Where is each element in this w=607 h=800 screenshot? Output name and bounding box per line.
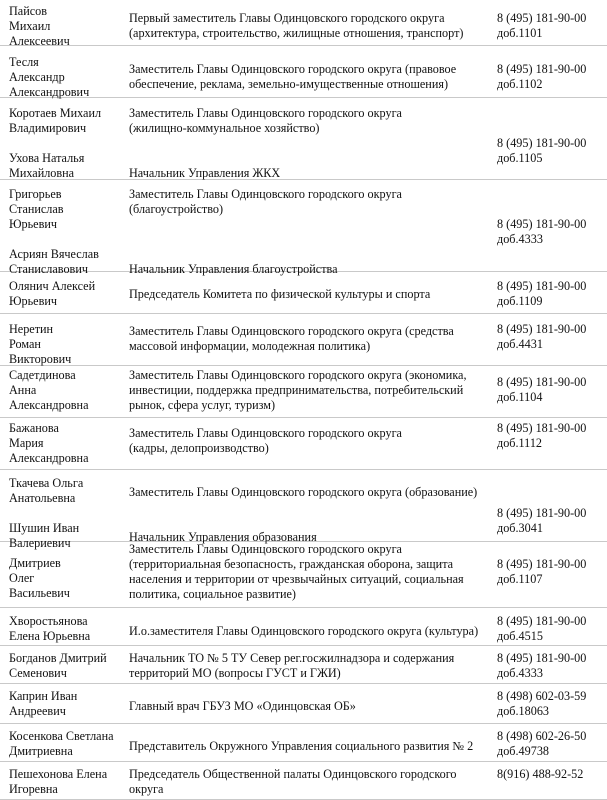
position-title-line: Первый заместитель Главы Одинцовского городского округа xyxy=(129,11,445,25)
position-title-line: Заместитель Главы Одинцовского городского округа (экономика, xyxy=(129,368,467,382)
position-title-line: Заместитель Главы Одинцовского городского округа (образование) xyxy=(129,485,478,499)
phone-number xyxy=(497,375,605,405)
phone-number-line: доб.4333 xyxy=(497,232,543,246)
phone-number-line: доб.1101 xyxy=(497,26,543,40)
phone-number xyxy=(497,279,605,309)
person-name-line: Михаил xyxy=(9,19,51,33)
position-title-line xyxy=(129,609,494,624)
person-name xyxy=(9,614,121,644)
phone-number-line xyxy=(497,106,605,121)
phone-number xyxy=(497,62,605,92)
person-name-line: Каприн Иван xyxy=(9,689,78,703)
position-title xyxy=(129,724,494,754)
person-name-line: Ухова Наталья xyxy=(9,151,85,165)
person-name-line: Анна xyxy=(9,383,37,397)
phone-number-line: доб.4333 xyxy=(497,666,543,680)
table-row xyxy=(0,4,607,46)
person-name-line: Дмитриевна xyxy=(9,744,73,758)
table-row xyxy=(0,366,607,418)
phone-number-line xyxy=(497,121,605,136)
person-name-line: Андреевич xyxy=(9,704,66,718)
position-title-line: инвестиции, поддержка предпринимательства, потребительский xyxy=(129,383,464,397)
phone-number xyxy=(497,11,605,41)
person-name-line: Анатольевна xyxy=(9,491,76,505)
position-title xyxy=(129,651,494,681)
position-title-line xyxy=(129,151,494,166)
position-title-line: Заместитель Главы Одинцовского городского округа xyxy=(129,542,402,556)
position-title-line: Заместитель Главы Одинцовского городского округа xyxy=(129,426,402,440)
position-title-line xyxy=(129,515,494,530)
person-name-line: Викторович xyxy=(9,352,72,366)
position-title-line: Заместитель Главы Одинцовского городского округа xyxy=(129,187,402,201)
person-name xyxy=(9,187,121,277)
position-title-line: (кадры, делопроизводство) xyxy=(129,441,269,455)
person-name-line: Пайсов xyxy=(9,4,47,18)
person-name-line: Владимирович xyxy=(9,121,87,135)
person-name-line: Мария xyxy=(9,436,44,450)
phone-number-line: 8 (495) 181-90-00 xyxy=(497,217,587,231)
table-row xyxy=(0,542,607,608)
person-name xyxy=(9,279,121,309)
table-row xyxy=(0,762,607,800)
person-name-line: Богданов Дмитрий xyxy=(9,651,107,665)
phone-number-line: 8 (498) 602-26-50 xyxy=(497,729,587,743)
person-name-line: Пешехонова Елена xyxy=(9,767,108,781)
person-name-line: Юрьевич xyxy=(9,294,57,308)
phone-number-line: 8 (495) 181-90-00 xyxy=(497,506,587,520)
phone-number-line: доб.49738 xyxy=(497,744,550,758)
position-title-line xyxy=(129,247,494,262)
person-name-line: Олег xyxy=(9,571,35,585)
person-name-line: Семенович xyxy=(9,666,67,680)
phone-number-line: доб.3041 xyxy=(497,521,543,535)
table-row xyxy=(0,684,607,724)
phone-number xyxy=(497,187,605,247)
phone-number-line: доб.4515 xyxy=(497,629,543,643)
person-name-line: Роман xyxy=(9,337,41,351)
person-name-line: Александр xyxy=(9,70,65,84)
position-title xyxy=(129,368,494,413)
phone-number xyxy=(497,106,605,166)
phone-number-line: 8 (498) 602-03-59 xyxy=(497,689,587,703)
position-title-line: Председатель Комитета по физической культуры и спорта xyxy=(129,287,431,301)
person-name-line: Ткачева Ольга xyxy=(9,476,84,490)
table-row xyxy=(0,98,607,180)
position-title-line: обеспечение, реклама, земельно-имущественные отношения) xyxy=(129,77,448,91)
table-row xyxy=(0,314,607,366)
position-title-line: населения и территории от чрезвычайных ситуаций, социальная xyxy=(129,572,464,586)
person-name xyxy=(9,4,121,49)
position-title xyxy=(129,11,494,41)
table-row xyxy=(0,724,607,762)
phone-number-line: доб.1107 xyxy=(497,572,543,586)
phone-number-line: 8(916) 488-92-52 xyxy=(497,767,584,781)
phone-number-line: 8 (495) 181-90-00 xyxy=(497,136,587,150)
person-name xyxy=(9,689,121,719)
position-title-line xyxy=(129,470,494,485)
person-name xyxy=(9,322,121,367)
position-title xyxy=(129,426,494,456)
phone-number xyxy=(497,476,605,536)
phone-number-line: доб.4431 xyxy=(497,337,543,351)
phone-number-line: 8 (495) 181-90-00 xyxy=(497,375,587,389)
phone-number xyxy=(497,651,605,681)
person-name-line: Станислав xyxy=(9,202,64,216)
phone-number-line: 8 (495) 181-90-00 xyxy=(497,11,587,25)
phone-number-line: 8 (495) 181-90-00 xyxy=(497,557,587,571)
position-title-line: Главный врач ГБУЗ МО «Одинцовская ОБ» xyxy=(129,699,356,713)
phone-number xyxy=(497,421,605,451)
person-name-line: Бажанова xyxy=(9,421,59,435)
position-title-line: (благоустройство) xyxy=(129,202,224,216)
position-title-line: Начальник Управления образования xyxy=(129,530,317,544)
position-title xyxy=(129,684,494,714)
position-title-line xyxy=(129,217,494,232)
person-name xyxy=(9,368,121,413)
person-name-line: Александровна xyxy=(9,451,89,465)
person-name-line: Григорьев xyxy=(9,187,62,201)
position-title xyxy=(129,609,494,639)
phone-number xyxy=(497,614,605,644)
phone-number-line: доб.1102 xyxy=(497,77,543,91)
person-name xyxy=(9,729,121,759)
phone-number xyxy=(497,729,605,759)
position-title-line: Председатель Общественной палаты Одинцовского городского xyxy=(129,767,457,781)
table-row xyxy=(0,646,607,684)
table-row xyxy=(0,608,607,646)
position-title-line xyxy=(129,684,494,699)
person-name-line: Шушин Иван xyxy=(9,521,80,535)
position-title xyxy=(129,187,494,277)
phone-number-line: доб.1104 xyxy=(497,390,543,404)
person-name-line xyxy=(9,232,121,247)
position-title-line: Начальник ТО № 5 ТУ Север рег.госжилнадзора и содержания xyxy=(129,651,455,665)
person-name-line: Хворостьянова xyxy=(9,614,88,628)
position-title-line: (архитектура, строительство, жилищные отношения, транспорт) xyxy=(129,26,464,40)
phone-number-line: 8 (495) 181-90-00 xyxy=(497,279,587,293)
phone-number-line xyxy=(497,476,605,491)
person-name xyxy=(9,106,121,181)
person-name xyxy=(9,476,121,551)
table-row xyxy=(0,272,607,314)
phone-number-line: 8 (495) 181-90-00 xyxy=(497,62,587,76)
phone-number-line: 8 (495) 181-90-00 xyxy=(497,651,587,665)
person-name-line: Садетдинова xyxy=(9,368,76,382)
table-row xyxy=(0,180,607,276)
position-title-line xyxy=(129,500,494,515)
phone-number-line xyxy=(497,542,605,557)
phone-number xyxy=(497,767,605,782)
person-name-line: Александрович xyxy=(9,85,90,99)
position-title-line: (жилищно-коммунальное хозяйство) xyxy=(129,121,320,135)
person-name-line: Михайловна xyxy=(9,166,75,180)
person-name xyxy=(9,767,121,797)
person-name-line: Асриян Вячеслав xyxy=(9,247,99,261)
phone-number-line: 8 (495) 181-90-00 xyxy=(497,614,587,628)
position-title xyxy=(129,767,494,797)
person-name xyxy=(9,421,121,466)
phone-number-line: 8 (495) 181-90-00 xyxy=(497,322,587,336)
person-name-line: Игоревна xyxy=(9,782,58,796)
position-title-line xyxy=(129,232,494,247)
person-name xyxy=(9,55,121,100)
person-name-line: Косенкова Светлана xyxy=(9,729,114,743)
person-name-line: Алексеевич xyxy=(9,34,70,48)
person-name-line: Коротаев Михаил xyxy=(9,106,102,120)
position-title-line xyxy=(129,136,494,151)
person-name xyxy=(9,556,121,601)
position-title xyxy=(129,62,494,92)
position-title xyxy=(129,106,494,181)
person-name-line: Неретин xyxy=(9,322,54,336)
person-name-line: Юрьевич xyxy=(9,217,57,231)
phone-number xyxy=(497,322,605,352)
position-title-line: Начальник Управления благоустройства xyxy=(129,262,338,276)
person-name-line: Елена Юрьевна xyxy=(9,629,91,643)
position-title-line: Заместитель Главы Одинцовского городского округа xyxy=(129,106,402,120)
person-name xyxy=(9,651,121,681)
position-title-line: политика, социальное развитие) xyxy=(129,587,296,601)
person-name-line: Васильевич xyxy=(9,586,70,600)
phone-number-line xyxy=(497,187,605,202)
position-title-line: (территориальная безопасность, гражданская оборона, защита xyxy=(129,557,454,571)
phone-number-line: 8 (495) 181-90-00 xyxy=(497,421,587,435)
position-title-line: Представитель Окружного Управления социального развития № 2 xyxy=(129,739,474,753)
position-title-line: Начальник Управления ЖКХ xyxy=(129,166,281,180)
phone-number-line xyxy=(497,202,605,217)
position-title-line: И.о.заместителя Главы Одинцовского городского округа (культура) xyxy=(129,624,479,638)
person-name-line: Станиславович xyxy=(9,262,88,276)
position-title xyxy=(129,470,494,545)
table-row xyxy=(0,46,607,98)
phone-number-line: доб.1105 xyxy=(497,151,543,165)
position-title xyxy=(129,287,494,302)
table-row xyxy=(0,470,607,550)
table-row xyxy=(0,418,607,470)
person-name-line: Александровна xyxy=(9,398,89,412)
person-name-line: Олянич Алексей xyxy=(9,279,96,293)
position-title-line: массовой информации, молодежная политика) xyxy=(129,339,371,353)
person-name-line xyxy=(9,506,121,521)
person-name-line: Валериевич xyxy=(9,536,71,550)
person-name-line: Тесля xyxy=(9,55,39,69)
phone-number-line: доб.18063 xyxy=(497,704,550,718)
position-title-line: Заместитель Главы Одинцовского городского округа (средства xyxy=(129,324,454,338)
position-title-line: территорий МО (вопросы ГУСТ и ГЖИ) xyxy=(129,666,341,680)
phone-number xyxy=(497,542,605,587)
position-title-line: округа xyxy=(129,782,164,796)
person-name-line xyxy=(9,136,121,151)
position-title-line: Заместитель Главы Одинцовского городского округа (правовое xyxy=(129,62,457,76)
phone-number xyxy=(497,689,605,719)
person-name-line: Дмитриев xyxy=(9,556,61,570)
phone-number-line xyxy=(497,491,605,506)
phone-number-line: доб.1112 xyxy=(497,436,543,450)
position-title xyxy=(129,542,494,602)
position-title xyxy=(129,324,494,354)
phone-number-line: доб.1109 xyxy=(497,294,543,308)
position-title-line: рынок, сфера услуг, туризм) xyxy=(129,398,276,412)
position-title-line xyxy=(129,724,494,739)
